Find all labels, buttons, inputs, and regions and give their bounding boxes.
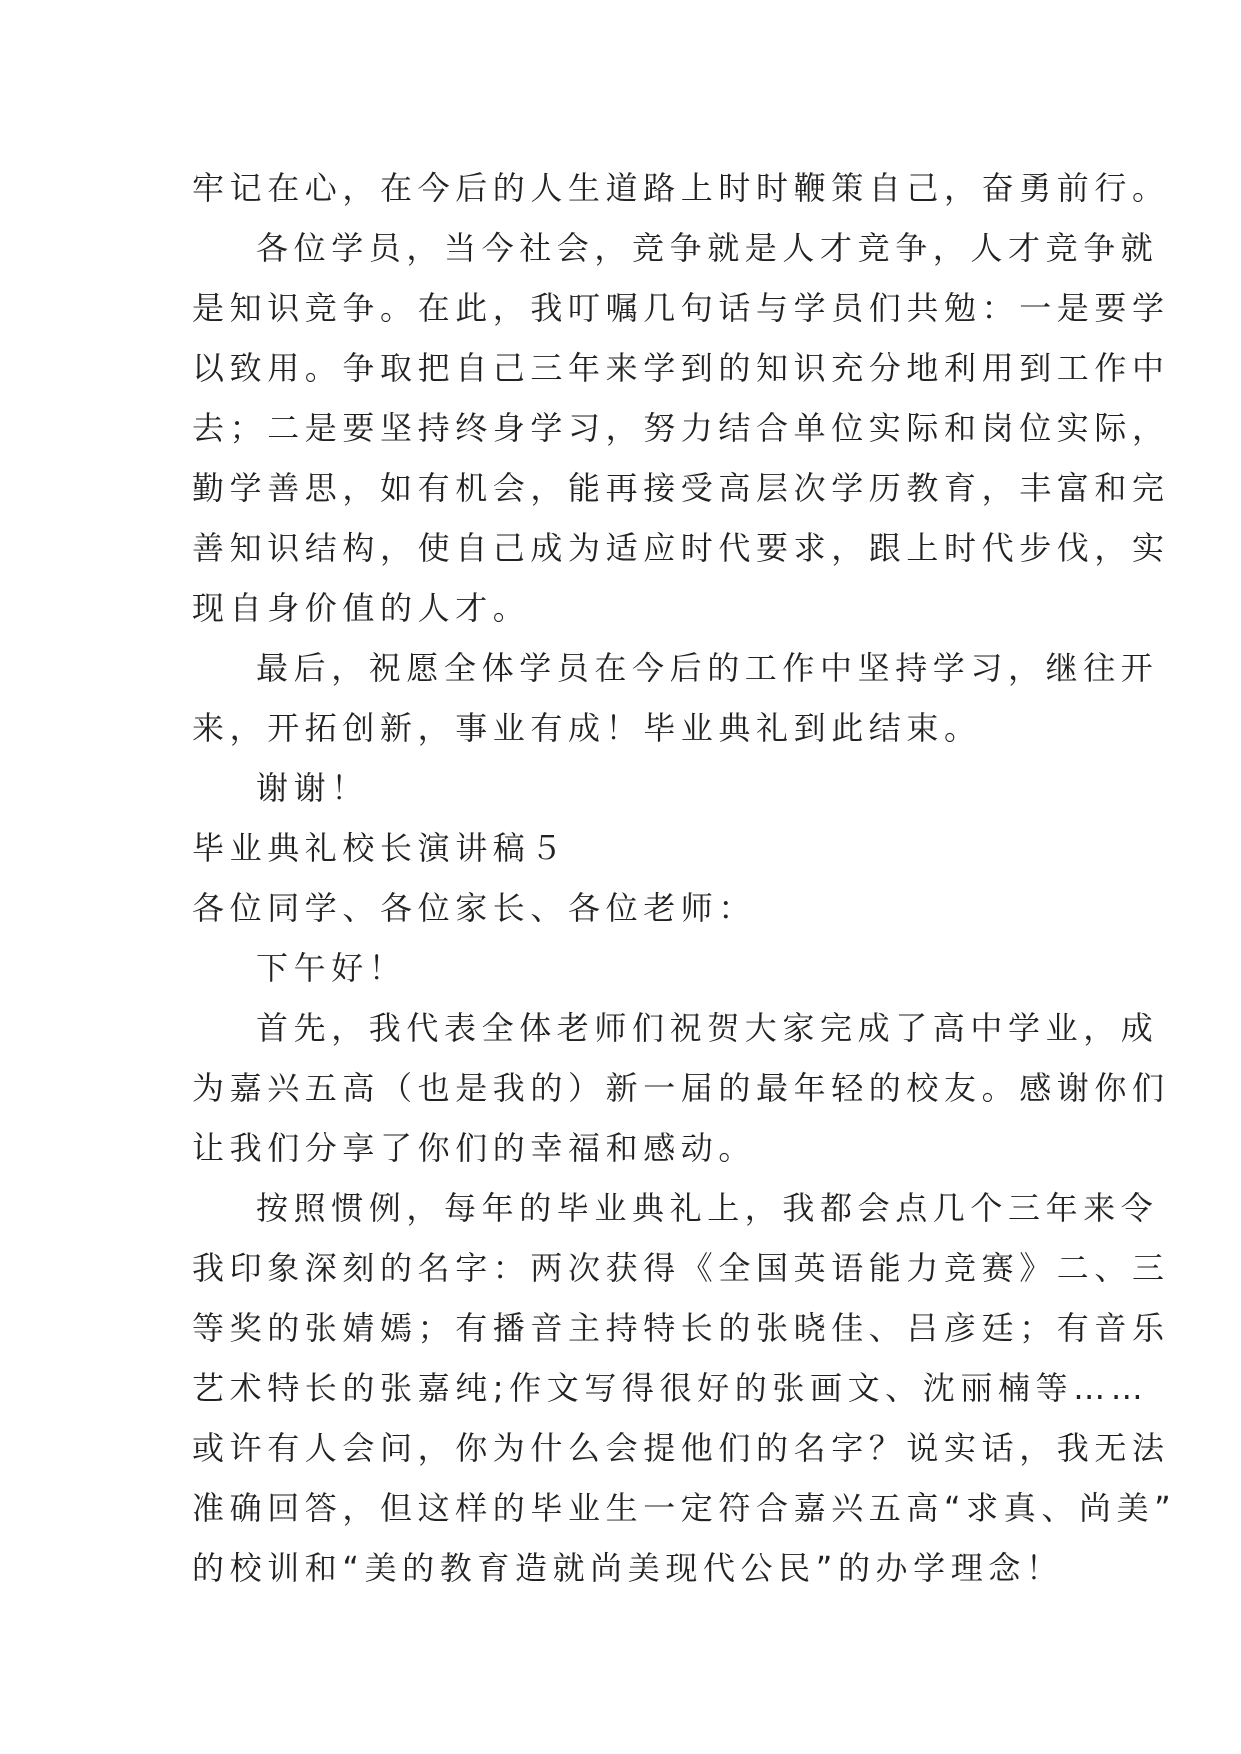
paragraph-line: 谢谢！ [256, 769, 369, 807]
paragraph-line: 让我们分享了你们的幸福和感动。 [192, 1129, 757, 1167]
paragraph-line: 为嘉兴五高（也是我的）新一届的最年轻的校友。感谢你们 [192, 1069, 1170, 1107]
paragraph-line: 勤学善思，如有机会，能再接受高层次学历教育，丰富和完 [192, 469, 1170, 507]
paragraph-line: 最后，祝愿全体学员在今后的工作中坚持学习，继往开 [256, 649, 1159, 687]
paragraph-line: 是知识竞争。在此，我叮嘱几句话与学员们共勉：一是要学 [192, 289, 1170, 327]
paragraph-line: 的校训和“美的教育造就尚美现代公民”的办学理念！ [192, 1549, 1064, 1587]
greeting-line: 下午好！ [256, 949, 407, 987]
paragraph-line: 去；二是要坚持终身学习，努力结合单位实际和岗位实际， [192, 409, 1170, 447]
salutation-line: 各位同学、各位家长、各位老师： [192, 889, 757, 927]
paragraph-line: 牢记在心，在今后的人生道路上时时鞭策自己，奋勇前行。 [192, 169, 1170, 207]
paragraph-line: 来，开拓创新，事业有成！毕业典礼到此结束。 [192, 709, 982, 747]
paragraph-line: 等奖的张婧嫣；有播音主持特长的张晓佳、吕彦廷；有音乐 [192, 1309, 1170, 1347]
paragraph-line: 以致用。争取把自己三年来学到的知识充分地利用到工作中 [192, 349, 1170, 387]
paragraph-line: 或许有人会问，你为什么会提他们的名字？说实话，我无法 [192, 1429, 1170, 1467]
paragraph-line: 现自身价值的人才。 [192, 589, 531, 627]
paragraph-line: 善知识结构，使自己成为适应时代要求，跟上时代步伐，实 [192, 529, 1170, 567]
paragraph-line: 按照惯例，每年的毕业典礼上，我都会点几个三年来令 [256, 1189, 1159, 1227]
paragraph-line: 我印象深刻的名字：两次获得《全国英语能力竞赛》二、三 [192, 1249, 1170, 1287]
paragraph-line: 准确回答，但这样的毕业生一定符合嘉兴五高“求真、尚美” [192, 1489, 1177, 1527]
section-heading: 毕业典礼校长演讲稿５ [192, 829, 569, 867]
paragraph-line: 首先，我代表全体老师们祝贺大家完成了高中学业，成 [256, 1009, 1159, 1047]
paragraph-line: 各位学员，当今社会，竞争就是人才竞争，人才竞争就 [256, 229, 1159, 267]
paragraph-line: 艺术特长的张嘉纯;作文写得很好的张画文、沈丽楠等…… [192, 1369, 1149, 1407]
